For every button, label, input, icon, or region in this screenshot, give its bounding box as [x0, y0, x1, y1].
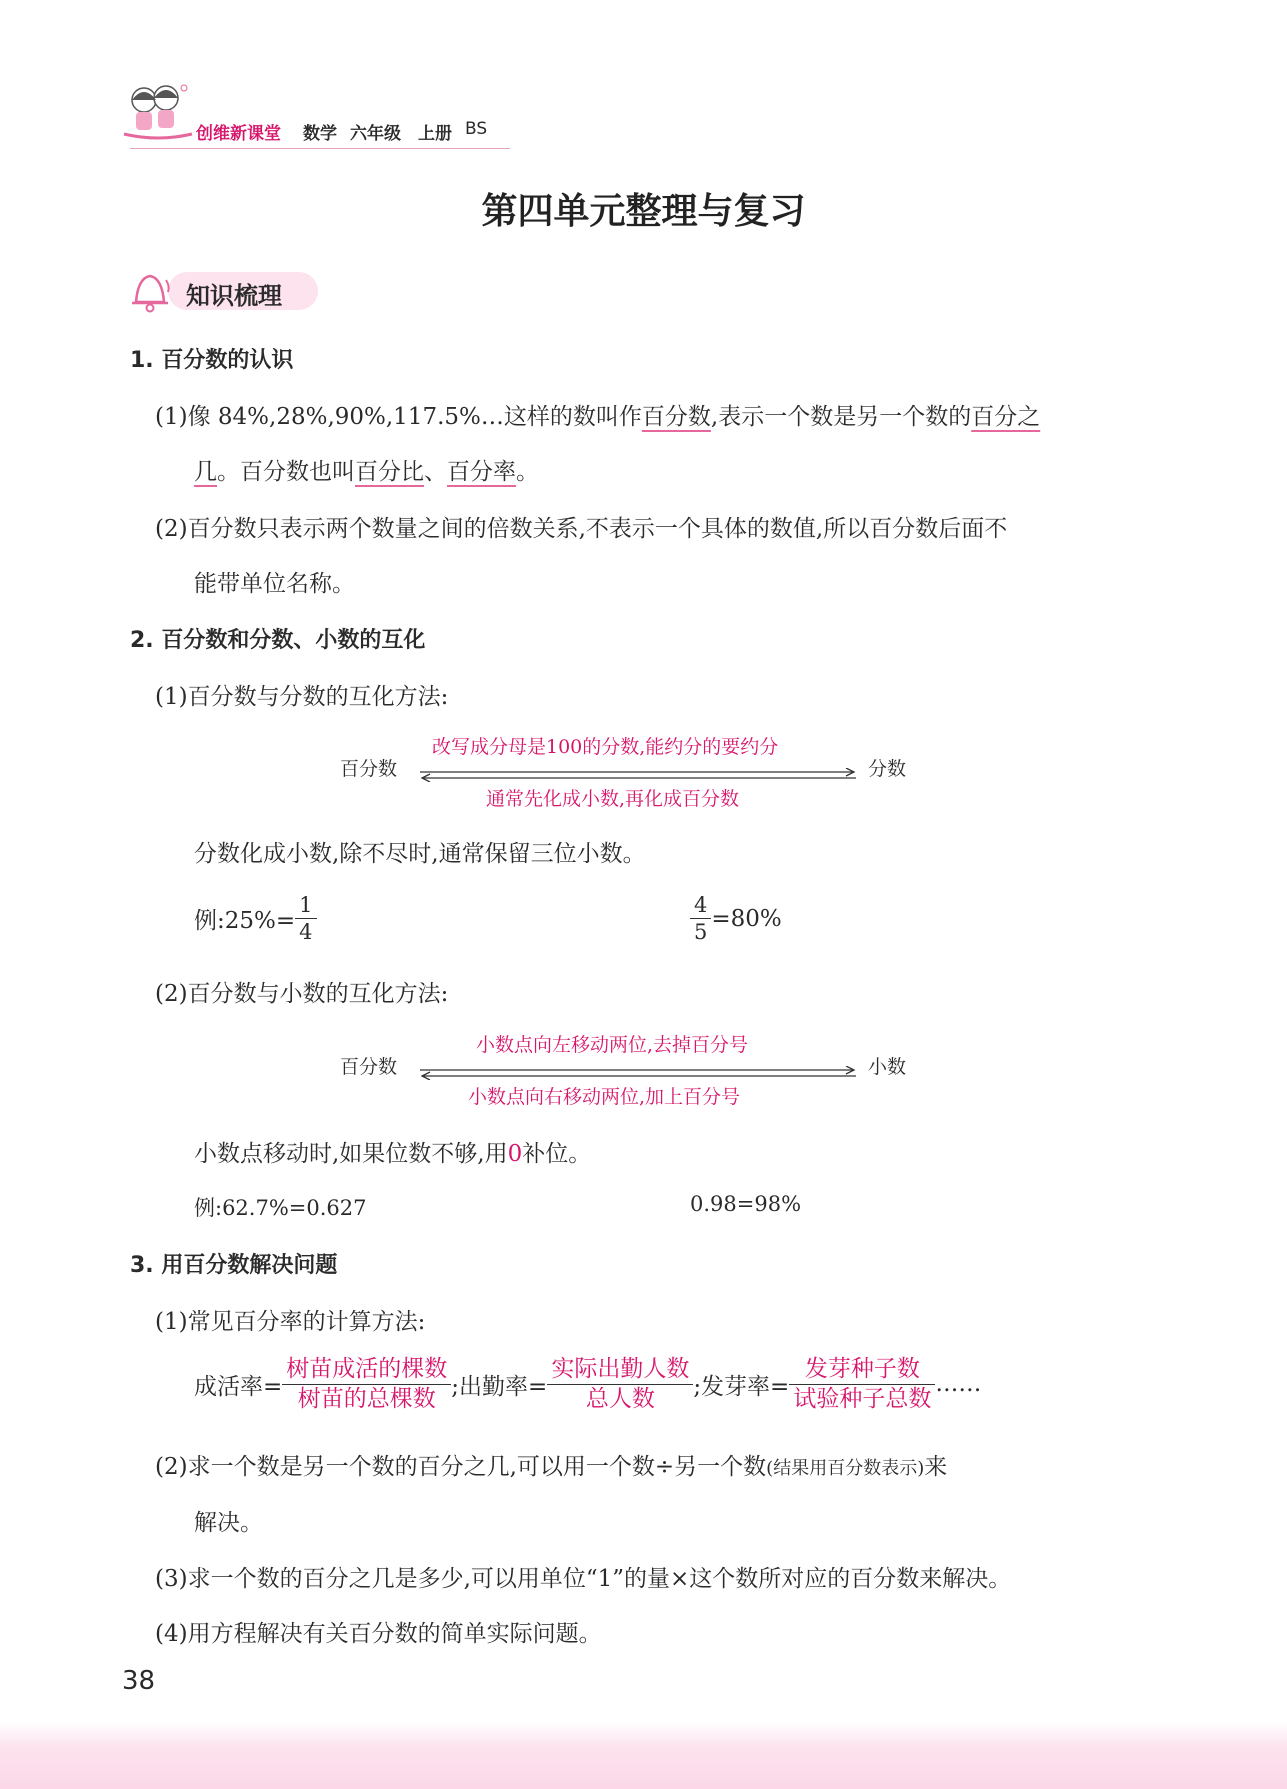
s3-paragraph-2-line-2: 解决。	[194, 1510, 263, 1536]
s3-paragraph-4: (4)用方程解决有关百分数的简单实际问题。	[155, 1621, 602, 1647]
conversion-diagram-percent-fraction	[340, 732, 920, 812]
diagram2-bottom-label: 小数点向右移动两位,加上百分号	[468, 1086, 741, 1108]
fraction-numerator: 4	[694, 893, 708, 917]
survival-rate-label: 成活率=	[194, 1373, 283, 1400]
attendance-rate-fraction	[547, 1355, 693, 1414]
s3-paragraph-2-line-1	[155, 1448, 947, 1481]
diagram1-right-label: 分数	[868, 758, 907, 780]
rates-ellipsis: ……	[935, 1371, 982, 1398]
attendance-rate-label: ;出勤率=	[451, 1373, 548, 1400]
answer-zero: 0	[507, 1141, 523, 1167]
s2-paragraph-1: (1)百分数与分数的互化方法:	[155, 684, 449, 710]
diagram2-top-label: 小数点向左移动两位,去掉百分号	[476, 1034, 749, 1056]
section-banner-label: 知识梳理	[186, 282, 282, 310]
diagram2-right-label: 小数	[868, 1056, 907, 1078]
s1-p1-prefix: (1)像 84%,28%,90%,117.5%…这样的数叫作	[155, 404, 642, 430]
s1-p1-end: 。	[516, 459, 539, 485]
bell-icon	[128, 268, 172, 318]
answer-baifenzhi: 百分之	[971, 404, 1041, 430]
s1-p1-mid2: 。百分数也叫	[217, 459, 355, 485]
s3-paragraph-1: (1)常见百分率的计算方法:	[155, 1309, 426, 1335]
fraction-denominator: 4	[299, 920, 313, 945]
germination-rate-label: ;发芽率=	[693, 1373, 790, 1400]
s1-paragraph-1-line-1	[155, 398, 1040, 431]
s2-note-1: 分数化成小数,除不尽时,通常保留三位小数。	[194, 841, 646, 867]
diagram1-left-label: 百分数	[340, 758, 398, 780]
brand-name: 创维新课堂	[196, 124, 281, 144]
s2-example-2-left: 例:62.7%=0.627	[194, 1196, 367, 1220]
example-1-right-rhs: =80%	[711, 905, 782, 932]
s2-example-2-right: 0.98=98%	[690, 1192, 802, 1216]
survival-rate-fraction	[282, 1355, 451, 1414]
edition: BS	[465, 119, 488, 139]
conversion-diagram-percent-decimal	[340, 1030, 920, 1110]
fraction-numerator: 发芽种子数	[804, 1356, 920, 1382]
fraction-one-quarter	[295, 892, 316, 946]
s3-p2-text-b: 来	[924, 1454, 948, 1480]
fraction-denominator: 总人数	[585, 1385, 655, 1412]
note2-text-a: 小数点移动时,如果位数不够,用	[194, 1141, 508, 1167]
answer-baifenshu: 百分数	[641, 404, 711, 430]
section-banner	[128, 268, 318, 314]
footer-band	[0, 1722, 1287, 1789]
section-1-title: 1. 百分数的认识	[130, 348, 294, 373]
answer-baifenlv: 百分率	[447, 459, 516, 485]
fraction-numerator: 树苗成活的棵数	[286, 1356, 448, 1382]
fraction-numerator: 实际出勤人数	[551, 1356, 690, 1382]
section-2-title: 2. 百分数和分数、小数的互化	[130, 628, 426, 653]
subject: 数学	[303, 124, 337, 144]
germination-rate-fraction	[789, 1355, 935, 1414]
diagram1-bottom-label: 通常先化成小数,再化成百分数	[486, 788, 740, 810]
header-mascot	[122, 82, 194, 142]
page-title: 第四单元整理与复习	[481, 191, 806, 232]
s2-paragraph-2: (2)百分数与小数的互化方法:	[155, 981, 449, 1007]
note2-text-b: 补位。	[522, 1141, 592, 1167]
header-divider	[130, 148, 510, 149]
fraction-denominator: 5	[694, 920, 708, 945]
s2-example-1-left	[194, 892, 317, 946]
rate-formulas	[194, 1355, 981, 1414]
page-number: 38	[122, 1666, 156, 1696]
s1-paragraph-2-line-2: 能带单位名称。	[194, 571, 355, 597]
diagram2-left-label: 百分数	[340, 1056, 398, 1078]
volume: 上册	[418, 124, 452, 144]
s2-example-1-right	[690, 892, 782, 946]
s1-p1-mid: ,表示一个数是另一个数的	[710, 404, 972, 430]
s1-paragraph-1-line-2	[194, 453, 539, 486]
section-3-title: 3. 用百分数解决问题	[130, 1253, 338, 1278]
fraction-numerator: 1	[299, 893, 313, 917]
double-arrow-icon	[418, 1066, 858, 1080]
s1-p1-sep: 、	[424, 459, 447, 485]
fraction-four-fifths	[690, 892, 711, 946]
s3-p2-small: (结果用百分数表示)	[766, 1458, 925, 1479]
s3-paragraph-3: (3)求一个数的百分之几是多少,可以用单位“1”的量×这个数所对应的百分数来解决。	[155, 1566, 1012, 1592]
double-arrow-icon	[418, 768, 858, 782]
s1-paragraph-2-line-1: (2)百分数只表示两个数量之间的倍数关系,不表示一个具体的数值,所以百分数后面不	[155, 516, 1008, 542]
example-1-label: 例:25%=	[194, 908, 296, 935]
answer-baifenbi: 百分比	[355, 459, 424, 485]
fraction-denominator: 树苗的总棵数	[297, 1385, 436, 1412]
s3-p2-text-a: (2)求一个数是另一个数的百分之几,可以用一个数÷另一个数	[155, 1454, 767, 1480]
grade: 六年级	[350, 124, 401, 144]
fraction-denominator: 试验种子总数	[793, 1385, 932, 1412]
s2-note-2	[194, 1135, 591, 1168]
diagram1-top-label: 改写成分母是100的分数,能约分的要约分	[432, 736, 779, 758]
answer-ji: 几	[194, 459, 217, 485]
